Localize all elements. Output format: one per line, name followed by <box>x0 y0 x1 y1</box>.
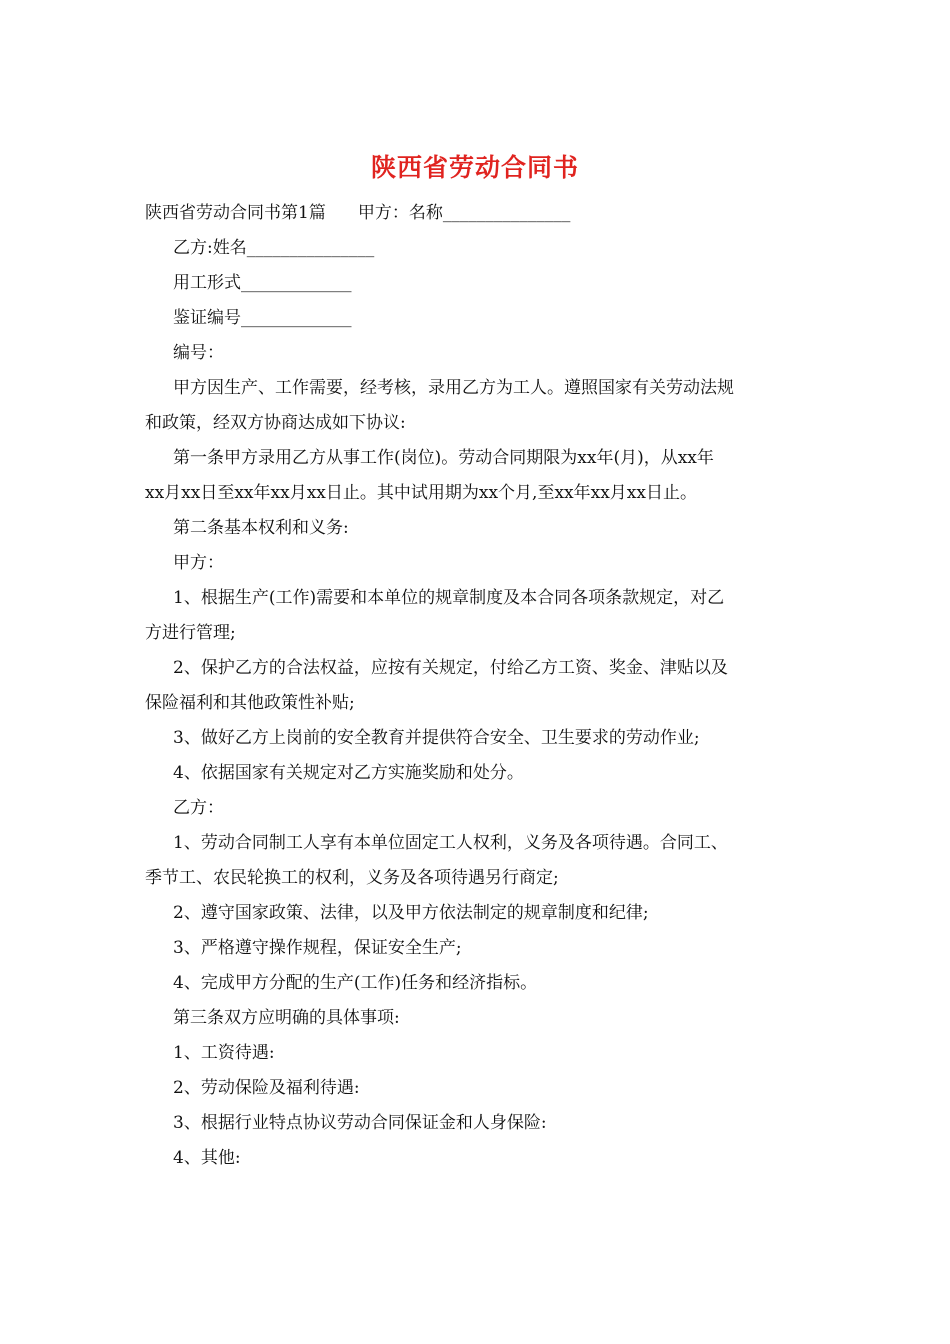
certification-number-field: 鉴证编号_____________ <box>173 308 352 328</box>
list-item: 1、劳动合同制工人享有本单位固定工人权利，义务及各项待遇。合同工、 <box>173 833 728 853</box>
document-body <box>145 196 810 1176</box>
article-2-heading: 第二条基本权利和义务: <box>173 518 349 538</box>
employment-form-field: 用工形式_____________ <box>173 273 352 293</box>
party-b-heading: 乙方： <box>173 798 224 818</box>
list-item: 1、根据生产(工作)需要和本单位的规章制度及本合同各项条款规定，对乙 <box>173 588 725 608</box>
list-item: 2、遵守国家政策、法律，以及甲方依法制定的规章制度和纪律; <box>173 903 649 923</box>
party-b-name-field: 乙方:姓名_______________ <box>173 238 375 258</box>
party-a-name-field: 甲方：名称_______________ <box>357 203 571 223</box>
document-subtitle: 陕西省劳动合同书第1篇 <box>145 203 326 223</box>
list-item: 季节工、农民轮换工的权利，义务及各项待遇另行商定; <box>145 868 559 888</box>
serial-number-field: 编号： <box>173 343 224 363</box>
paragraph-line: 和政策，经双方协商达成如下协议: <box>145 413 406 433</box>
list-item: 2、保护乙方的合法权益，应按有关规定，付给乙方工资、奖金、津贴以及 <box>173 658 728 678</box>
list-item: 2、劳动保险及福利待遇: <box>173 1078 360 1098</box>
party-a-heading: 甲方： <box>173 553 224 573</box>
article-1-line: xx月xx日至xx年xx月xx日止。其中试用期为xx个月,至xx年xx月xx日止。 <box>145 483 697 503</box>
paragraph-line: 甲方因生产、工作需要，经考核，录用乙方为工人。遵照国家有关劳动法规 <box>173 378 734 398</box>
header-line <box>145 196 810 231</box>
document-title: 陕西省劳动合同书 <box>370 153 579 182</box>
list-item: 3、根据行业特点协议劳动合同保证金和人身保险: <box>173 1113 547 1133</box>
list-item: 4、其他: <box>173 1148 241 1168</box>
list-item: 4、依据国家有关规定对乙方实施奖励和处分。 <box>173 763 524 783</box>
list-item: 保险福利和其他政策性补贴; <box>145 693 355 713</box>
article-1-line: 第一条甲方录用乙方从事工作(岗位)。劳动合同期限为xx年(月)，从xx年 <box>173 448 714 468</box>
list-item: 4、完成甲方分配的生产(工作)任务和经济指标。 <box>173 973 538 993</box>
article-3-heading: 第三条双方应明确的具体事项: <box>173 1008 400 1028</box>
list-item: 1、工资待遇: <box>173 1043 275 1063</box>
list-item: 3、严格遵守操作规程，保证安全生产; <box>173 938 462 958</box>
list-item: 方进行管理; <box>145 623 236 643</box>
list-item: 3、做好乙方上岗前的安全教育并提供符合安全、卫生要求的劳动作业; <box>173 728 700 748</box>
